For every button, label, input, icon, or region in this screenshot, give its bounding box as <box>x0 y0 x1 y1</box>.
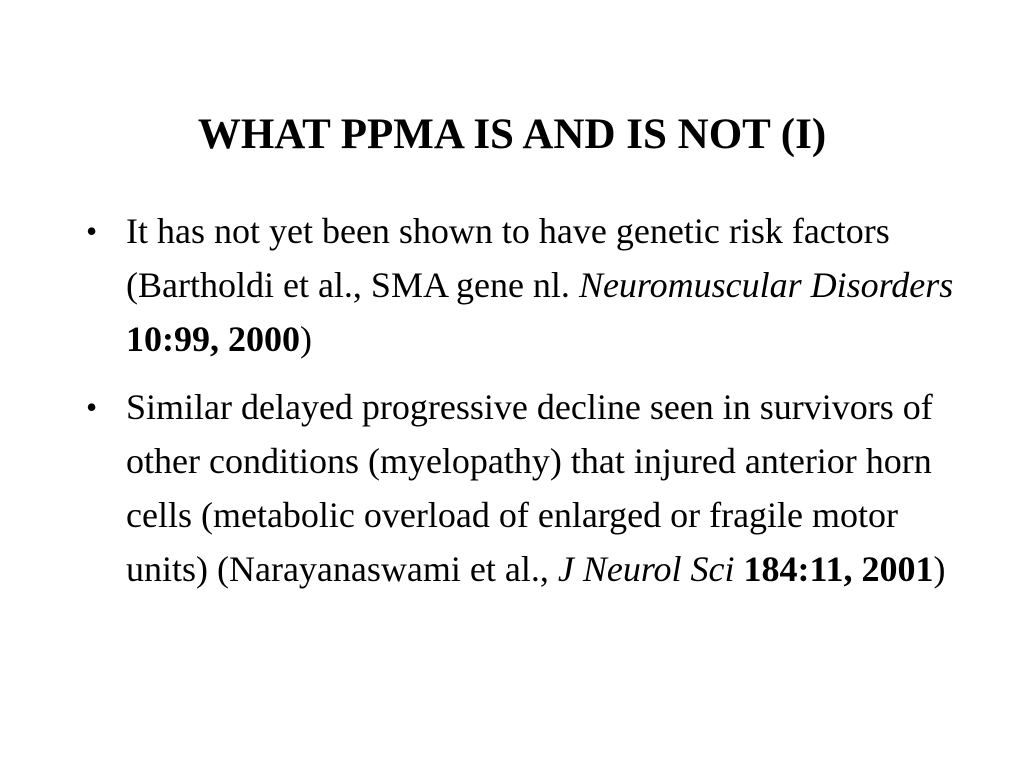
bullet-item-delayed-decline <box>86 380 966 596</box>
slide-title: WHAT PPMA IS AND IS NOT (I) <box>197 111 827 158</box>
closing-paren: ) <box>933 549 946 589</box>
closing-paren: ) <box>300 319 312 359</box>
bullet-icon: • <box>86 213 98 249</box>
bullet-text: It has not yet been shown to have genetic risk factors (Bartholdi et al., SMA gene nl. <box>126 211 890 305</box>
citation-volume: 10:99, 2000 <box>126 319 300 359</box>
bullet-icon: • <box>86 389 98 425</box>
journal-name: J Neurol Sci <box>557 549 735 589</box>
citation-volume: 184:11, 2001 <box>743 549 934 589</box>
bullet-text: Similar delayed progressive decline seen in survivors of other conditions (myelopathy) that injured anterior horn cells (metabolic overload of enlarged or fragile motor units) (Narayanaswami et al., <box>126 387 933 589</box>
bullet-item-genetic-risk <box>86 204 966 366</box>
bullet-list <box>86 204 966 610</box>
journal-name: Neuromuscular Disorders <box>578 265 954 305</box>
